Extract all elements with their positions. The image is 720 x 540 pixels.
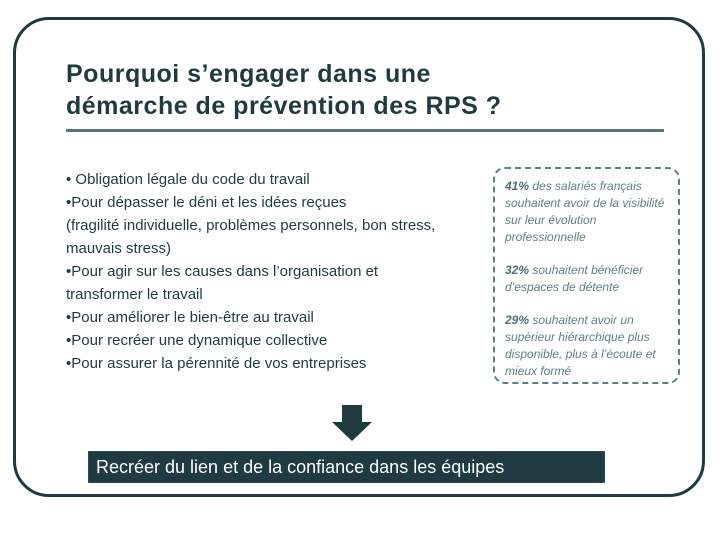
stat-percentage: 32% [505,263,530,277]
stat-item [505,178,670,246]
list-item: transformer le travail [66,286,203,303]
reasons-list [66,168,476,375]
stat-item [505,312,670,380]
list-item: •Pour assurer la pérennité de vos entreprises [66,355,367,372]
stat-text: souhaitent bénéficier d’espaces de détente [505,263,644,294]
stat-text: souhaitent avoir un supérieur hiérarchique plus disponible, plus à l’écoute et mieux formé [505,313,656,378]
list-item: •Pour recréer une dynamique collective [66,332,328,349]
conclusion-banner [88,451,605,483]
banner-text: Recréer du lien et de la confiance dans les équipes [96,457,505,477]
list-item: •Pour agir sur les causes dans l’organisation et [66,263,379,280]
list-item: mauvais stress) [66,240,172,257]
stat-text: des salariés français souhaitent avoir de la visibilité sur leur évolution professionnelle [505,179,665,244]
list-item: (fragilité individuelle, problèmes personnels, bon stress, [66,217,436,234]
list-item: • Obligation légale du code du travail [66,171,310,188]
arrow-down-icon [332,405,372,441]
slide-title [66,58,626,122]
title-line-2: démarche de prévention des RPS ? [66,92,502,120]
list-item: •Pour améliorer le bien-être au travail [66,309,314,326]
title-line-1: Pourquoi s’engager dans une [66,60,431,88]
stat-percentage: 41% [505,179,530,193]
statistics-box [493,167,680,384]
list-item: •Pour dépasser le déni et les idées reçues [66,194,347,211]
title-underline [66,129,664,132]
stat-percentage: 29% [505,313,530,327]
stat-item [505,262,670,296]
